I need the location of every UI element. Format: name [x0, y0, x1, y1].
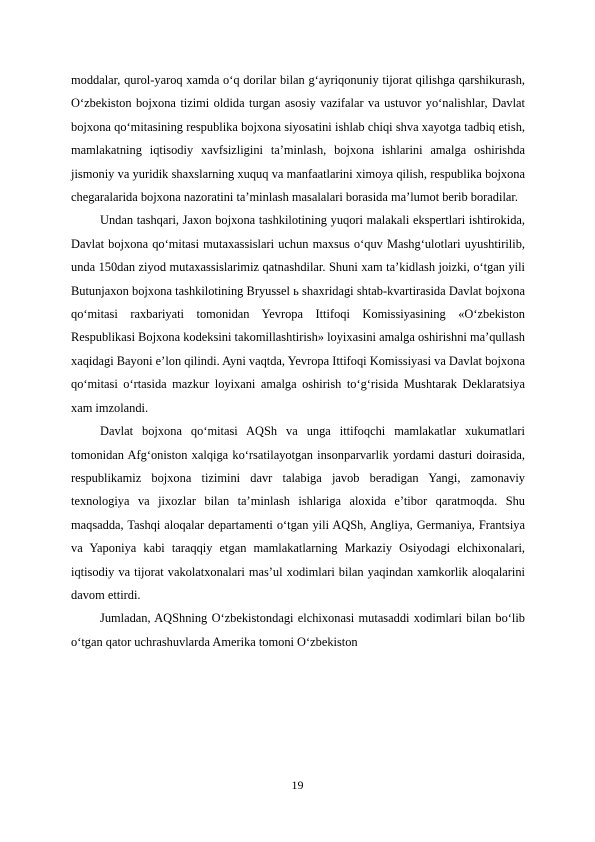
paragraph-humanitarian-aid: Davlat bojxona qo‘mitasi AQSh va unga ittifoqchi mamlakatlar xukumatlari tomonidan Afg‘oniston xalqiga ko‘rsatilayotgan insonparvarlik yordami dasturi doirasida, respublikamiz bojxona tizimini davr talabiga javob beradigan Yangi, zamonaviy texnologiya va jixozlar bilan ta’minlash ishlariga aloxida e’tibor qaratmoqda. Shu maqsadda, Tashqi aloqalar departamenti o‘tgan yili AQSh, Angliya, Germaniya, Frantsiya va Yaponiya kabi taraqqiy etgan mamlakatlarning Markaziy Osiyodagi elchixonalari, iqtisodiy va tijorat vakolatxonalari mas’ul xodimlari bilan yaqindan xamkorlik aloqalarini davom ettirdi. [71, 424, 525, 602]
paragraph-expert-training: Undan tashqari, Jaxon bojxona tashkilotining yuqori malakali ekspertlari ishtirokida, Davlat bojxona qo‘mitasi mutaxassislari uchun maxsus o‘quv Mashg‘ulotlari uyushtirilib, unda 150dan ziyod mutaxassislarimiz qatnashdilar. Shuni xam ta’kidlash joizki, o‘tgan yili Butunjaxon bojxona tashkilotining Bryussel ь shaxridagi shtab-kvartirasida Davlat bojxona qo‘mitasi raxbariyati tomonidan Yevropa Ittifoqi Komissiyasining «O‘zbekiston Respublikasi Bojxona kodeksini takomillashtirish» loyixasini amalga oshirishni ma’qullash xaqidagi Bayoni e’lon qilindi. Ayni vaqtda, Yevropa Ittifoqi Komissiyasi va Davlat bojxona qo‘mitasi o‘rtasida mazkur loyixani amalga oshirish to‘g‘risida Mushtarak Deklaratsiya xam imzolandi. [71, 213, 525, 415]
paragraph-us-embassy: Jumladan, AQShning O‘zbekistondagi elchixonasi mutasaddi xodimlari bilan bo‘lib o‘tgan qator uchrashuvlarda Amerika tomoni O‘zbekiston [71, 611, 525, 649]
document-body [71, 69, 525, 654]
paragraph-continuation: moddalar, qurol-yaroq xamda o‘q dorilar bilan g‘ayriqonuniy tijorat qilishga qarshikurash, O‘zbekiston bojxona tizimi oldida turgan asosiy vazifalar va ustuvor yo‘nalishlar, Davlat bojxona qo‘mitasining respublika bojxona siyosatini ishlab chiqi shva xayotga tadbiq etish, mamlakatning iqtisodiy xavfsizligini ta’minlash, bojxona ishlarini amalga oshirishda jismoniy va yuridik shaxslarning xuquq va manfaatlarini ximoya qilish, respublika bojxona chegaralarida bojxona nazoratini ta’minlash masalalari borasida ma’lumot berib boradilar. [71, 73, 525, 205]
page-number: 19 [291, 778, 304, 792]
